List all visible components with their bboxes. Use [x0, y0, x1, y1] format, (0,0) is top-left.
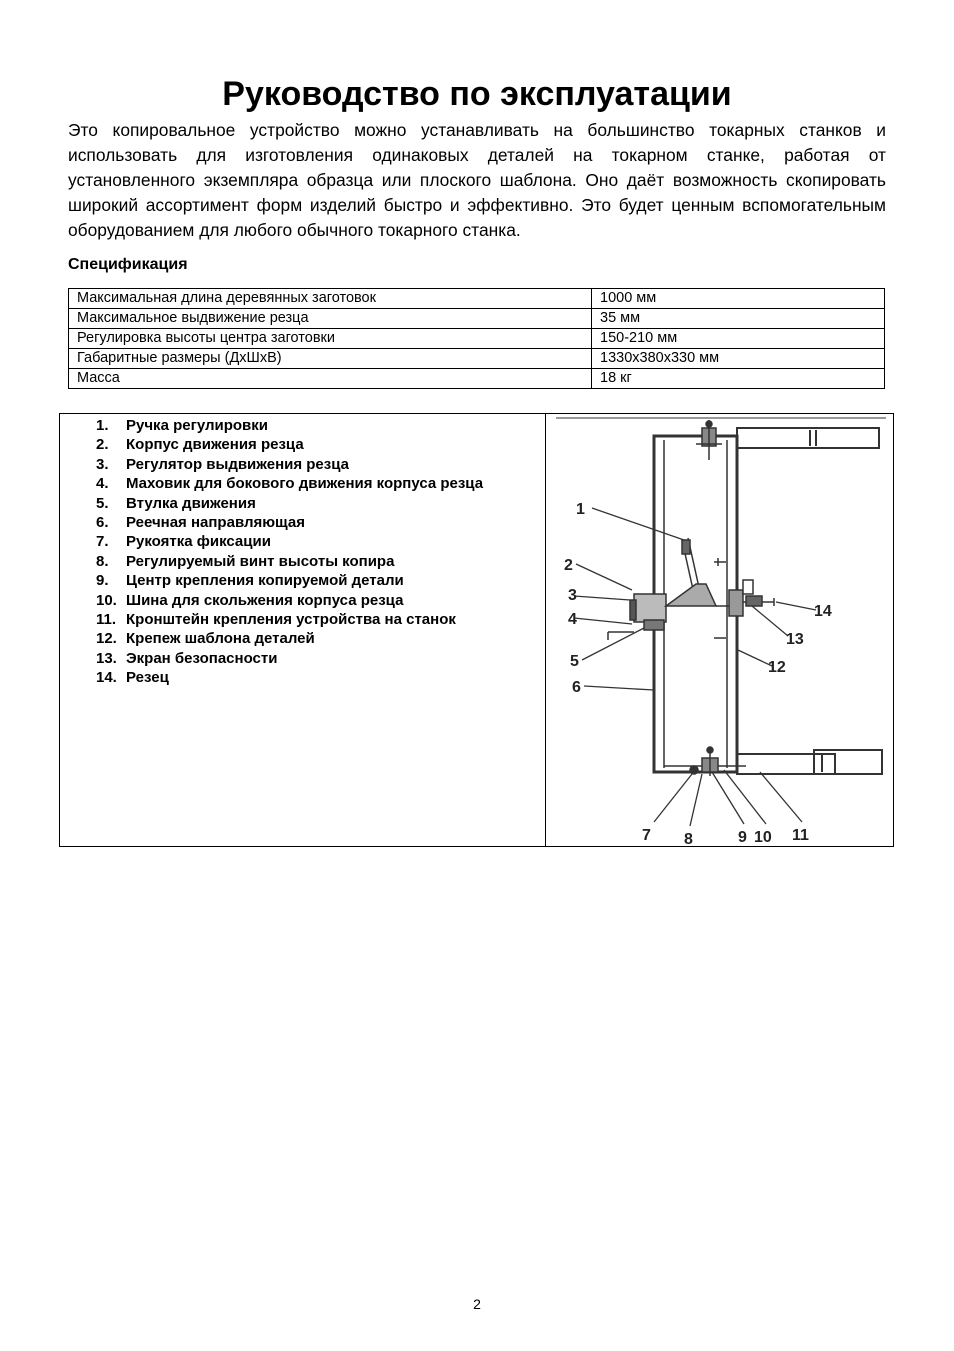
part-label: Регулируемый винт высоты копира — [126, 552, 395, 570]
callout-11: 11 — [792, 827, 809, 844]
part-item — [96, 474, 483, 493]
spec-name: Масса — [69, 369, 592, 389]
part-label: Реечная направляющая — [126, 513, 305, 531]
page-title: Руководство по эксплуатации — [222, 75, 732, 113]
callout-3: 3 — [568, 587, 577, 604]
part-label: Регулятор выдвижения резца — [126, 455, 349, 473]
part-number: 6. — [96, 513, 109, 531]
part-number: 13. — [96, 649, 117, 667]
callout-7: 7 — [642, 827, 651, 844]
part-number: 9. — [96, 572, 109, 590]
part-number: 5. — [96, 494, 109, 512]
callout-9: 9 — [738, 829, 747, 846]
part-item — [96, 629, 483, 648]
spec-row — [69, 329, 885, 349]
part-number: 4. — [96, 475, 109, 493]
callout-13: 13 — [786, 631, 804, 648]
part-number: 3. — [96, 455, 109, 473]
spec-value: 1330х380х330 мм — [592, 349, 885, 369]
part-label: Кронштейн крепления устройства на станок — [126, 610, 456, 628]
part-item — [96, 668, 483, 687]
spec-value: 18 кг — [592, 369, 885, 389]
part-label: Ручка регулировки — [126, 417, 268, 434]
callout-2: 2 — [564, 557, 573, 574]
template-pegs — [714, 558, 726, 638]
part-label: Центр крепления копируемой детали — [126, 572, 404, 590]
spec-name: Максимальное выдвижение резца — [69, 309, 592, 329]
part-label: Крепеж шаблона деталей — [126, 630, 315, 648]
part-number: 14. — [96, 669, 117, 687]
part-number: 7. — [96, 533, 109, 551]
spec-row — [69, 349, 885, 369]
part-number: 10. — [96, 591, 117, 609]
callout-6: 6 — [572, 679, 581, 696]
spec-value: 1000 мм — [592, 289, 885, 309]
part-label: Шина для скольжения корпуса резца — [126, 591, 404, 609]
part-item — [96, 494, 483, 513]
part-label: Рукоятка фиксации — [126, 533, 271, 551]
spec-table — [68, 288, 885, 389]
spec-row — [69, 289, 885, 309]
part-item — [96, 649, 483, 668]
page-number: 2 — [473, 1296, 481, 1312]
spec-value: 35 мм — [592, 309, 885, 329]
intro-paragraph: Это копировальное устройство можно устанавливать на большинство токарных станков и использовать для изготовления одинаковых деталей на токарном станке, работая от установленного экземпляра образца или плоского шаблона. Оно даёт возможность скопировать широкий ассортимент форм изделий быстро и эффективно. Это будет ценным вспомогательным оборудованием для любого обычного токарного станка. — [68, 120, 886, 240]
part-label: Экран безопасности — [126, 649, 278, 667]
callout-1: 1 — [576, 501, 585, 518]
part-item — [96, 610, 483, 629]
spec-name: Максимальная длина деревянных заготовок — [69, 289, 592, 309]
part-number: 1. — [96, 417, 109, 434]
part-item — [96, 532, 483, 551]
parts-panel — [59, 413, 894, 847]
part-item — [96, 591, 483, 610]
spec-row — [69, 369, 885, 389]
callout-14: 14 — [814, 603, 832, 620]
parts-list — [96, 416, 483, 687]
part-item — [96, 416, 483, 435]
part-item — [96, 435, 483, 454]
part-item — [96, 455, 483, 474]
part-number: 2. — [96, 436, 109, 454]
part-item — [96, 513, 483, 532]
spec-name: Регулировка высоты центра заготовки — [69, 329, 592, 349]
callout-5: 5 — [570, 653, 579, 670]
part-item — [96, 571, 483, 590]
spec-value: 150-210 мм — [592, 329, 885, 349]
part-number: 11. — [96, 610, 117, 628]
spec-row — [69, 309, 885, 329]
spec-name: Габаритные размеры (ДхШхВ) — [69, 349, 592, 369]
part-number: 12. — [96, 630, 117, 648]
callout-8: 8 — [684, 831, 693, 846]
cutter-carriage — [608, 538, 731, 640]
part-number: 8. — [96, 552, 109, 570]
callout-4: 4 — [568, 611, 577, 628]
part-label: Корпус движения резца — [126, 436, 304, 454]
part-label: Втулка движения — [126, 494, 256, 512]
part-item — [96, 552, 483, 571]
spec-heading: Спецификация — [68, 256, 188, 273]
callout-10: 10 — [754, 829, 772, 846]
callout-12: 12 — [768, 659, 786, 676]
copier-diagram — [546, 414, 893, 846]
part-label: Резец — [126, 669, 169, 687]
part-label: Маховик для бокового движения корпуса резца — [126, 475, 484, 493]
top-clamp — [696, 420, 722, 460]
